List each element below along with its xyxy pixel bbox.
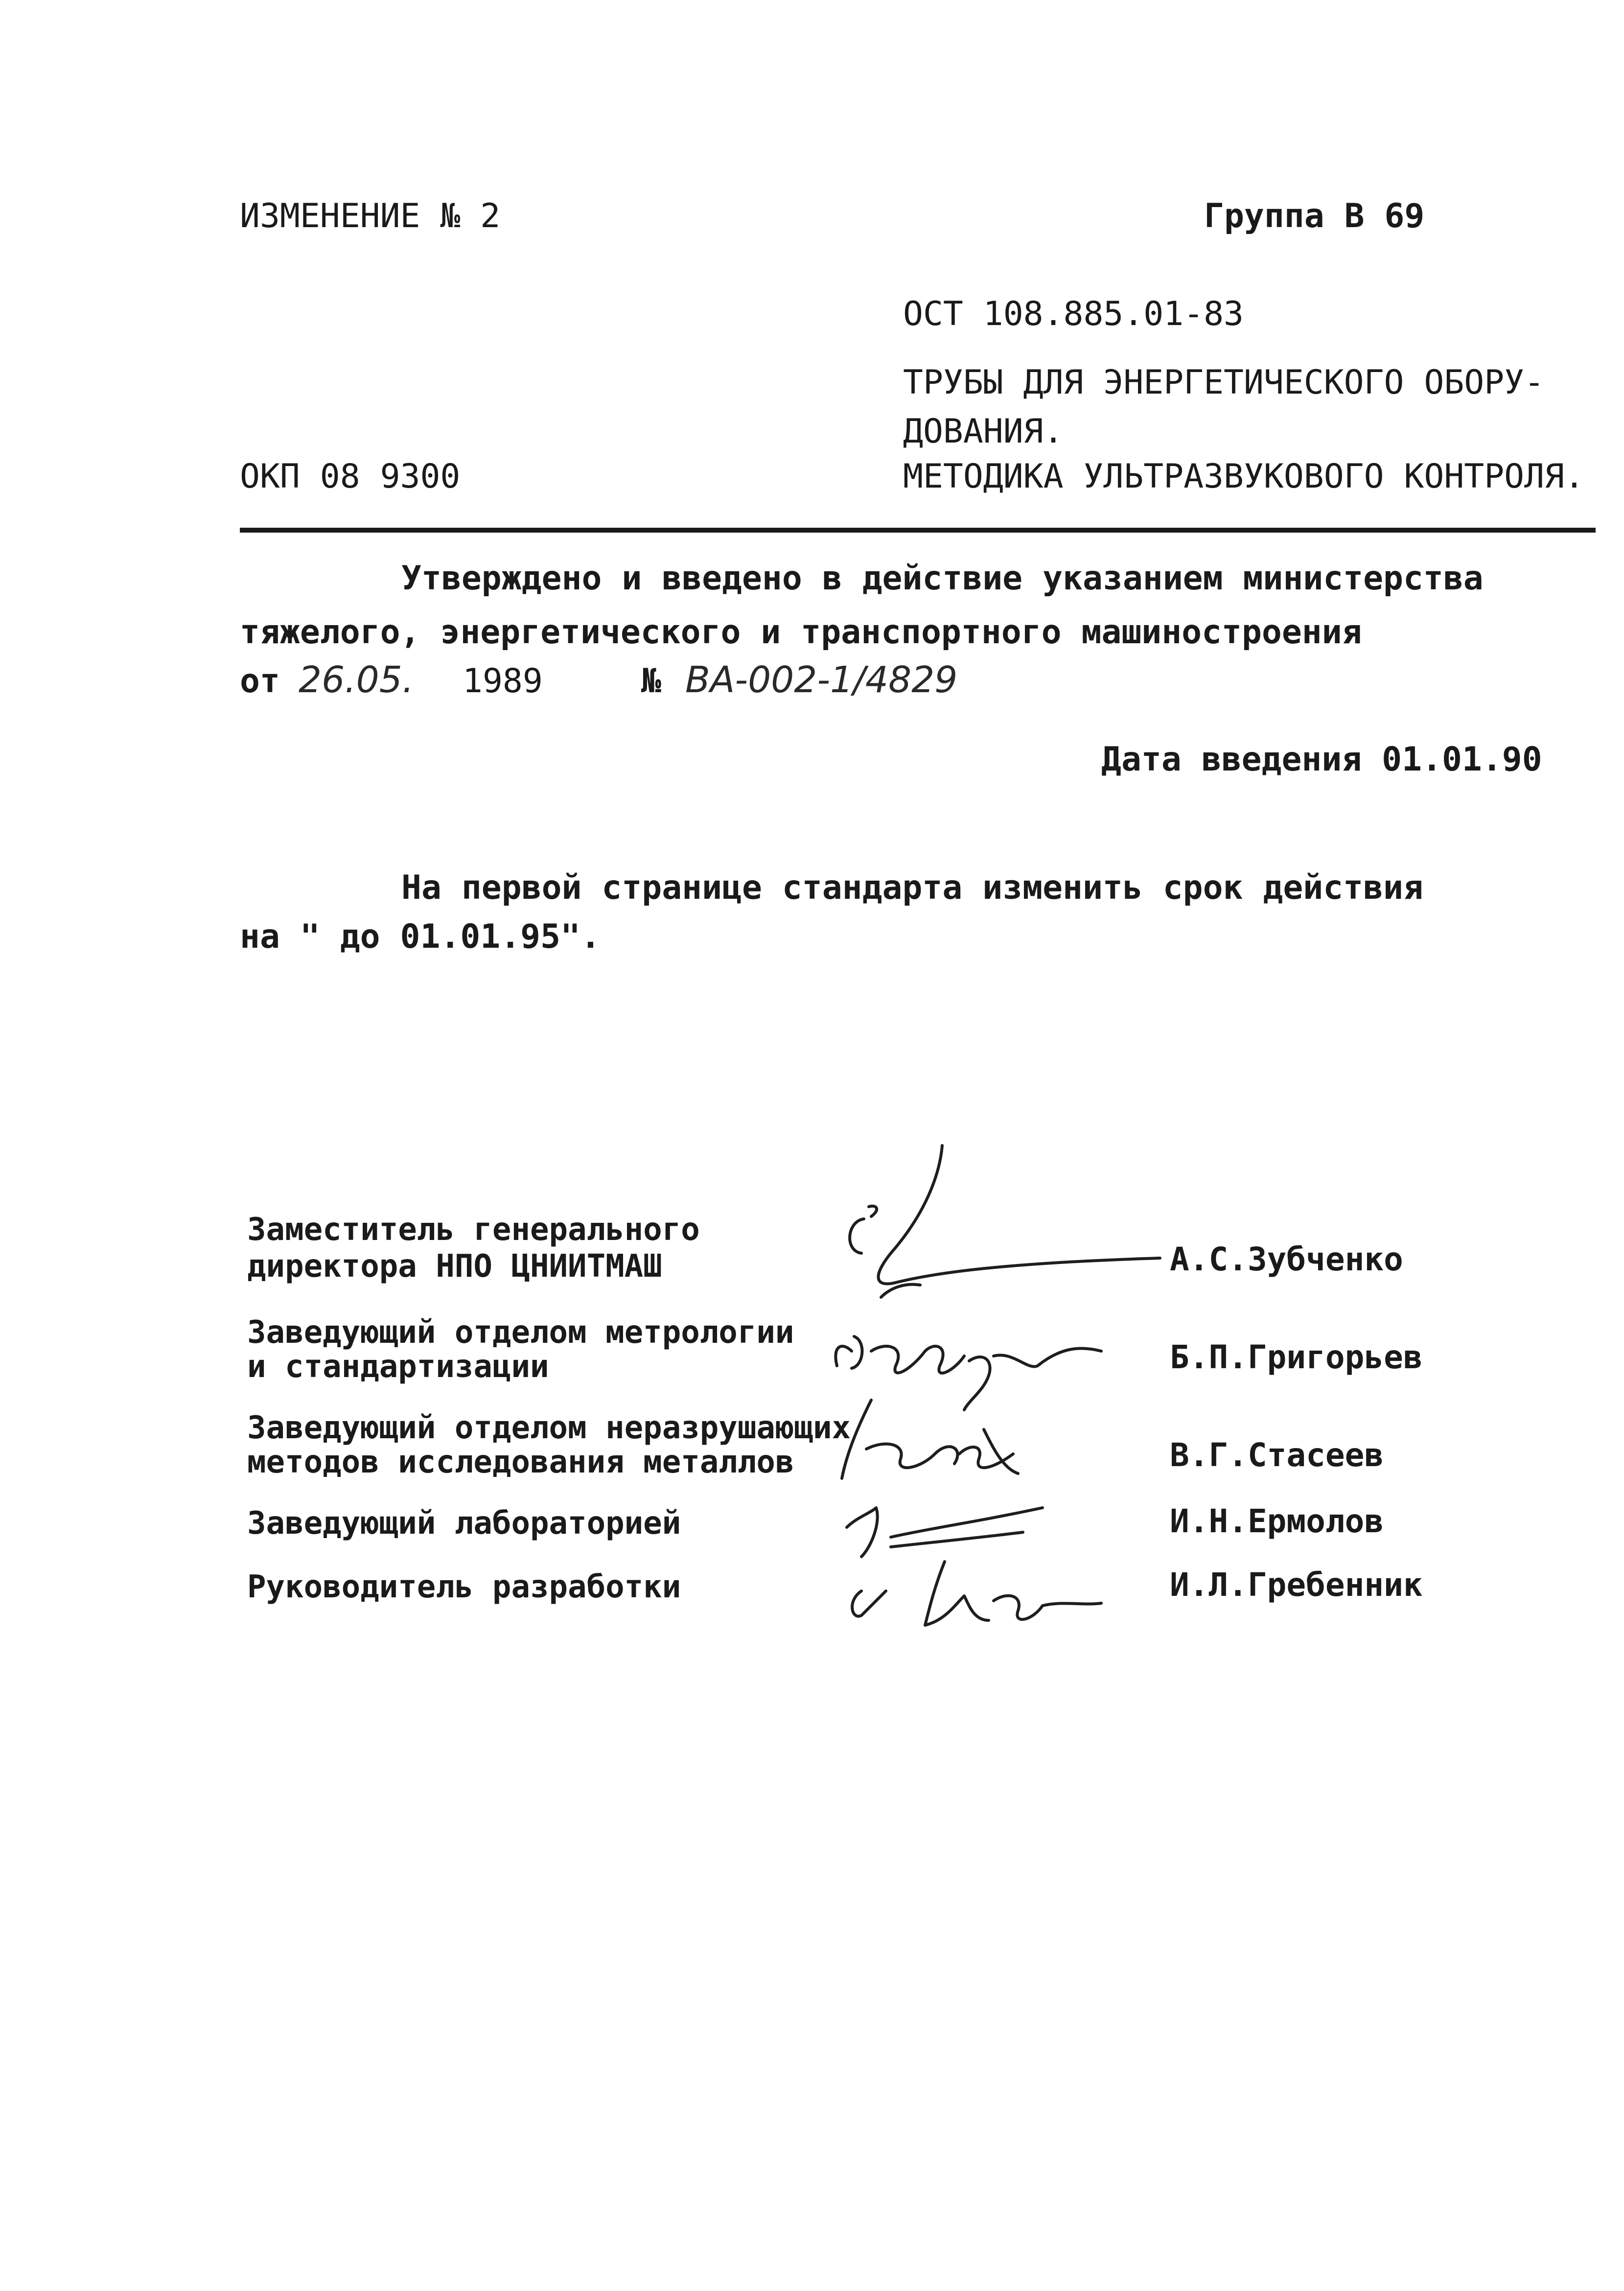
signature-4 bbox=[847, 1508, 1043, 1557]
signatory-1-role-line2: директора НПО ЦНИИТМАШ bbox=[247, 1248, 662, 1285]
signatory-5-name: И.Л.Гребенник bbox=[1170, 1566, 1423, 1604]
body-line1: На первой странице стандарта изменить срок действия bbox=[401, 868, 1423, 907]
signatory-5-role: Руководитель разработки bbox=[247, 1569, 681, 1605]
approval-year: 1989 bbox=[463, 662, 543, 701]
okp-code: ОКП 08 9300 bbox=[240, 457, 461, 496]
standard-title-line3: МЕТОДИКА УЛЬТРАЗВУКОВОГО КОНТРОЛЯ. bbox=[903, 457, 1584, 496]
group-code: Группа В 69 bbox=[1204, 197, 1425, 235]
approval-date-handwritten: 26.05. bbox=[299, 659, 414, 701]
standard-title-line2: ДОВАНИЯ. bbox=[903, 412, 1064, 451]
approval-line2: тяжелого, энергетического и транспортного машиностроения bbox=[240, 613, 1362, 652]
signatory-3-name: В.Г.Стасеев bbox=[1170, 1436, 1384, 1474]
signature-1 bbox=[850, 1146, 1160, 1297]
header-divider bbox=[240, 528, 1596, 533]
signatory-3-role-line1: Заведующий отделом неразрушающих bbox=[247, 1410, 851, 1446]
approval-line1: Утверждено и введено в действие указанием министерства bbox=[401, 559, 1484, 598]
effective-date: Дата введения 01.01.90 bbox=[1101, 740, 1542, 779]
change-number: ИЗМЕНЕНИЕ № 2 bbox=[240, 197, 501, 235]
signatory-1-role-line1: Заместитель генерального bbox=[247, 1212, 700, 1248]
signatory-2-name: Б.П.Григорьев bbox=[1170, 1338, 1423, 1376]
standard-title-line1: ТРУБЫ ДЛЯ ЭНЕРГЕТИЧЕСКОГО ОБОРУ- bbox=[903, 363, 1545, 402]
signature-2 bbox=[835, 1336, 1101, 1410]
approval-number-label: № bbox=[641, 662, 661, 701]
signatory-3-role-line2: методов исследования металлов bbox=[247, 1444, 794, 1480]
body-line2: на " до 01.01.95". bbox=[240, 917, 601, 956]
signatory-2-role-line1: Заведующий отделом метрологии bbox=[247, 1314, 794, 1351]
signatory-4-role: Заведующий лабораторией bbox=[247, 1505, 681, 1542]
approval-from-label: от bbox=[240, 662, 280, 701]
standard-number: ОСТ 108.885.01-83 bbox=[903, 295, 1244, 333]
signatory-4-name: И.Н.Ермолов bbox=[1170, 1502, 1384, 1540]
approval-number-handwritten: ВА-002-1/4829 bbox=[685, 659, 958, 701]
signature-3 bbox=[842, 1400, 1018, 1478]
signatory-2-role-line2: и стандартизации bbox=[247, 1349, 549, 1385]
signatory-1-name: А.С.Зубченко bbox=[1170, 1240, 1403, 1278]
handwritten-signatures bbox=[808, 1136, 1189, 1645]
signature-5 bbox=[852, 1562, 1101, 1625]
